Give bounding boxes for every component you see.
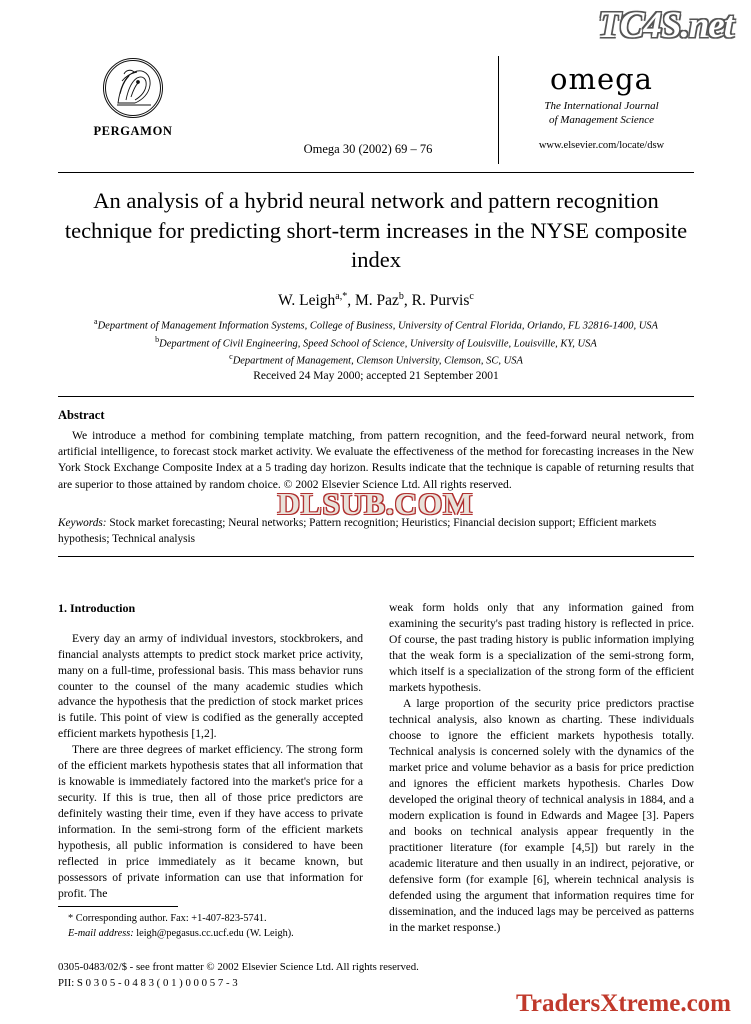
body-column-right xyxy=(389,600,694,936)
journal-name: omega xyxy=(550,62,653,96)
corresponding-author-note: * Corresponding author. Fax: +1-407-823-5741. xyxy=(68,913,267,924)
masthead-divider xyxy=(58,172,694,173)
journal-url[interactable]: www.elsevier.com/locate/dsw xyxy=(538,139,665,151)
email-address[interactable]: leigh@pegasus.cc.ucf.edu (W. Leigh). xyxy=(133,927,294,939)
page-title: An analysis of a hybrid neural network and pattern recognition technique for predicting short-term increases in the NYSE composite index xyxy=(64,188,688,273)
received-dates: Received 24 May 2000; accepted 21 September 2001 xyxy=(253,370,499,382)
author-1: W. Leigh xyxy=(278,292,336,310)
affiliation-a: $^a$Department of Management Information Systems, College of Business, University of Central Florida, Orlando, FL 32816-1400, USA xyxy=(94,317,658,332)
affiliation-c: $^c$Department of Management, Clemson University, Clemson, SC, USA xyxy=(229,352,523,367)
journal-logo-block xyxy=(498,56,694,164)
author-3: , R. Purvis xyxy=(403,292,470,310)
abstract-heading: Abstract xyxy=(58,408,105,422)
abstract-top-divider xyxy=(58,396,694,397)
author-1-sup: a, xyxy=(335,291,343,302)
author-3-sup: c xyxy=(469,291,474,302)
journal-subtitle xyxy=(509,100,694,128)
watermark-middle: DLSUB.COM xyxy=(277,486,474,521)
publisher-block xyxy=(58,58,208,139)
pii-line: PII: S 0 3 0 5 - 0 4 8 3 ( 0 1 ) 0 0 0 5 7 - 3 xyxy=(58,976,238,989)
author-2: , M. Paz xyxy=(347,292,399,310)
masthead xyxy=(58,58,694,168)
affiliation-c-text: Department of Management, Clemson University, Clemson, SC, USA xyxy=(232,355,523,367)
affiliations xyxy=(55,316,697,369)
paragraph: Every day an army of individual investors, stockbrokers, and financial analysts attempts to predict stock market price activity, many on a full-time, professional basis. This mass behavior runs counter to the counsel of the many academic studies which advance the hypothesis that the prediction of stock market prices is futile. This point of view is codified as the generally accepted efficient markets hypothesis [1,2]. xyxy=(58,631,363,741)
page-footer xyxy=(58,960,694,991)
paragraph: There are three degrees of market efficiency. The strong form of the efficient markets hypothesis states that all information that is knowable is immediately factored into the market's price for a security. If this is true, then all of those price predictors are definitely wasting their time, even if they have access to private information. In the semi-strong form of the efficient markets hypothesis, all public information is considered to have been reflected in price immediately as it became known, but possessors of private information can use that information for profit. The xyxy=(58,743,363,901)
email-note xyxy=(58,927,363,942)
journal-reference: Omega 30 (2002) 69 – 76 xyxy=(303,142,433,156)
journal-subtitle-line1: The International Journal xyxy=(544,100,659,113)
pergamon-logo-icon xyxy=(103,58,163,118)
watermark-bottom: TradersXtreme.com xyxy=(516,990,731,1017)
keywords-text: Stock market forecasting; Neural networks; Pattern recognition; Heuristics; Financial decision support; Efficient markets hypothesis; Technical analysis xyxy=(58,517,657,545)
abstract-bottom-divider xyxy=(58,556,694,557)
section-heading-introduction: 1. Introduction xyxy=(58,601,136,615)
journal-subtitle-line2: of Management Science xyxy=(548,114,655,127)
affiliation-b-text: Department of Civil Engineering, Speed School of Science, University of Louisville, Louisville, KY, USA xyxy=(159,338,597,350)
corresponding-marker: * xyxy=(342,291,348,302)
copyright-line: 0305-0483/02/$ - see front matter © 2002 Elsevier Science Ltd. All rights reserved. xyxy=(58,961,419,973)
affiliation-a-text: Department of Management Information Systems, College of Business, University of Central Florida, Orlando, FL 32816-1400, USA xyxy=(97,320,658,332)
watermark-top: TC4S.net xyxy=(598,5,733,46)
footnote-divider xyxy=(58,906,178,907)
paragraph: A large proportion of the security price predictors practise technical analysis, also known as charting. These individuals choose to ignore the efficient markets hypothesis totally. Technical analysis is concerned solely with the dynamics of the market price and volume behavior as a basis for price prediction and ignores the efficient markets hypothesis. Charles Dow developed the original theory of technical analysis in 1884, and a modern explication is found in Edwards and Magee [3]. Papers and books on technical analysis appear frequently in the practitioner literature (for example [4,5]) but rarely in the academic literature and then usually in an indirect, pejorative, or defensive form (for example [6], wherein technical analysis is defended using the argument that information requires time for dissemination, and the induced lags may be perceived as patterns in the market response.) xyxy=(389,696,694,934)
paragraph: weak form holds only that any information gained from examining the security's past trading history is reflected in price. Of course, the past trading history is public information implying that the weak form is a specialization of the semi-strong form, which itself is a specialization of the strong form of the efficient markets hypothesis. xyxy=(389,601,694,694)
abstract-text: We introduce a method for combining template matching, from pattern recognition, and the feed-forward neural network, from artificial intelligence, to forecast stock market activity. We evaluate the effectiveness of the method for forecasting increases in the New York Stock Exchange Composite Index at a 5 trading day horizon. Results indicate that the technique is capable of returning results that are superior to those attained by random choice. © 2002 Elsevier Science Ltd. All rights reserved. xyxy=(58,429,694,491)
author-list xyxy=(55,291,697,310)
publisher-name: PERGAMON xyxy=(93,124,173,138)
affiliation-b: $^b$Department of Civil Engineering, Speed School of Science, University of Louisville, Louisville, KY, USA xyxy=(155,334,597,350)
keywords-label: Keywords: xyxy=(58,517,107,529)
body-column-left xyxy=(58,600,363,902)
footnote xyxy=(58,912,363,941)
email-label: E-mail address: xyxy=(68,927,134,939)
author-2-sup: b xyxy=(398,291,404,302)
